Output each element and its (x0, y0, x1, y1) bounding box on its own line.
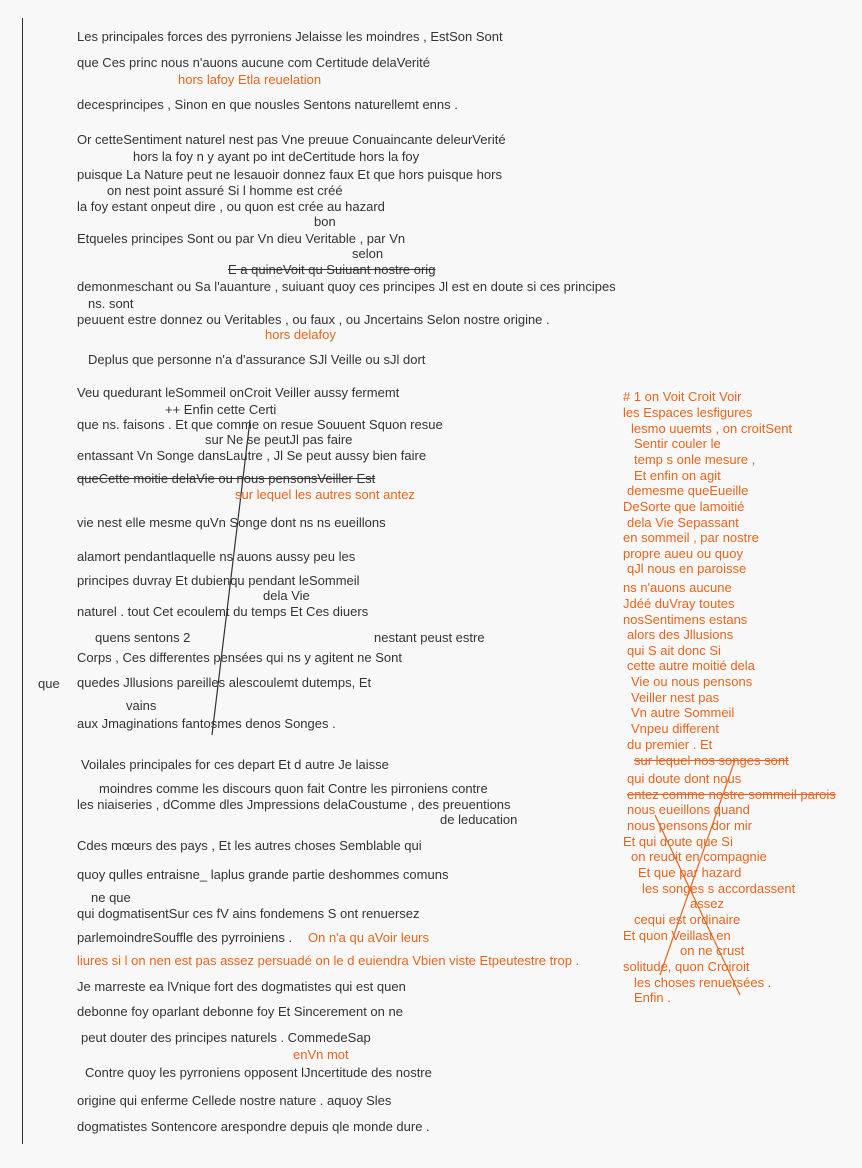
text-line: de leducation (440, 812, 518, 827)
text-line: aux Jmaginations fantosmes denos Songes . (77, 716, 336, 731)
margin-note-line: Et enfin on agit (634, 468, 721, 483)
margin-note-line: Et quon Veillast en (623, 928, 731, 943)
margin-note-line: entez comme nostre sommeil parois (627, 787, 836, 802)
margin-note-line: cequi est ordinaire (634, 912, 741, 927)
text-line: sur Ne se peutJl pas faire (205, 432, 353, 447)
text-line: dogmatistes Sontencore arespondre depuis qle monde dure . (77, 1119, 430, 1134)
text-line: Les principales forces des pyrroniens Jelaisse les moindres , EstSon Sont (77, 29, 503, 44)
margin-note-line: qui doute dont nous (627, 771, 742, 786)
margin-note-line: nous eueillons quand (627, 802, 750, 817)
text-line: Contre quoy les pyrroniens opposent lJncertitude des nostre (85, 1065, 432, 1080)
text-line: parlemoindreSouffle des pyrroiniens . (77, 930, 293, 945)
margin-note-line: on reuoit en compagnie (631, 849, 767, 864)
text-line: origine qui enferme Cellede nostre nature . aquoy Sles (77, 1093, 392, 1108)
text-line: les niaiseries , dComme dles Jmpressions delaCoustume , des preuentions (77, 797, 511, 812)
margin-note-line: on ne crust (680, 943, 745, 958)
text-line: puisque La Nature peut ne lesauoir donnez faux Et que hors puisque hors (77, 167, 502, 182)
text-line: ns. sont (88, 296, 134, 311)
text-line: peuuent estre donnez ou Veritables , ou faux , ou Jncertains Selon nostre origine . (77, 312, 550, 327)
text-line: la foy estant onpeut dire , ou quon est crée au hazard (77, 199, 385, 214)
text-line: entassant Vn Songe dansLautre , Jl Se peut aussy bien faire (77, 448, 427, 463)
revision-line: hors delafoy (265, 327, 336, 342)
text-line: Or cetteSentiment naturel nest pas Vne preuue Conuaincante deleurVerité (77, 132, 506, 147)
margin-note-line: sur lequel nos songes sont (634, 753, 789, 768)
text-line: vie nest elle mesme quVn Songe dont ns ns eueillons (77, 515, 386, 530)
text-line: decesprincipes , Sinon en que nousles Sentons naturellemt enns . (77, 97, 458, 112)
revision-line: sur lequel les autres sont antez (235, 487, 415, 502)
text-line: quens sentons 2 (95, 630, 191, 645)
text-line: Voilales principales for ces depart Et d autre Je laisse (81, 757, 389, 772)
text-line: hors la foy n y ayant po int deCertitude hors la foy (133, 149, 420, 164)
text-line: ++ Enfin cette Certi (165, 402, 277, 417)
revision-line: liures si l on nen est pas assez persuadé on le d euiendra Vbien viste Etpeutestre trop . (77, 953, 580, 968)
text-line: Corps , Ces differentes pensées qui ns y agitent ne Sont (77, 650, 402, 665)
margin-note-line: nous pensons dor mir (627, 818, 753, 833)
text-line: que ns. faisons . Et que comme on resue Souuent Squon resue (77, 417, 443, 432)
margin-note-line: Vnpeu different (631, 721, 719, 736)
margin-note-line: cette autre moitié dela (627, 658, 755, 673)
text-line: quedes Jllusions pareilles alescoulemt dutemps, Et (77, 675, 372, 690)
margin-note-line: temp s onle mesure , (634, 452, 756, 467)
text-line: vains (126, 698, 157, 713)
margin-note-line: Veiller nest pas (631, 690, 720, 705)
margin-note-line: DeSorte que lamoitié (623, 499, 745, 514)
revision-line: hors lafoy Etla reuelation (178, 72, 322, 87)
margin-note-line: qui S ait donc Si (627, 643, 721, 658)
text-line: moindres comme les discours quon fait Contre les pirroniens contre (99, 781, 488, 796)
text-line: on nest point assuré Si l homme est créé (107, 183, 343, 198)
margin-note-line: en sommeil , par nostre (623, 530, 759, 545)
margin-note-line: lesmo uuemts , on croitSent (631, 421, 793, 436)
margin-note-line: les Espaces lesfigures (623, 405, 753, 420)
text-line: naturel . tout Cet ecoulemt du temps Et Ces diuers (77, 604, 369, 619)
margin-note-line: Jdéé duVray toutes (623, 596, 735, 611)
margin-note-line: solitude, quon Croiroit (623, 959, 750, 974)
margin-note-line: demesme queEueille (627, 483, 749, 498)
margin-note-line: les songes s accordassent (642, 881, 796, 896)
text-line: bon (314, 214, 336, 229)
text-line: Veu quedurant leSommeil onCroit Veiller aussy fermemt (77, 385, 400, 400)
margin-note-line: ns n'auons aucune (623, 580, 732, 595)
text-line: quoy qulles entraisne_ laplus grande partie deshommes comuns (77, 867, 449, 882)
struck-line: E a quineVoit qu Suiuant nostre orig (228, 262, 436, 277)
margin-note-line: Enfin . (634, 990, 671, 1005)
revision-line: enVn mot (293, 1047, 349, 1062)
text-line: que Ces princ nous n'auons aucune com Certitude delaVerité (77, 55, 430, 70)
revision-line: On n'a qu aVoir leurs (308, 930, 429, 945)
text-line: que (38, 676, 60, 691)
margin-note-line: assez (690, 896, 724, 911)
text-line: dela Vie (263, 588, 310, 603)
text-line: selon (352, 246, 384, 261)
text-line: Cdes mœurs des pays , Et les autres choses Semblable qui (77, 838, 422, 853)
text-line: principes duvray Et dubienqu pendant leSommeil (77, 573, 360, 588)
text-line: peut douter des principes naturels . CommedeSap (81, 1030, 371, 1045)
margin-note-line: Et qui doute que Si (623, 834, 733, 849)
margin-note-line: propre aueu ou quoy (623, 546, 743, 561)
struck-line: queCette moitie delaVie ou nous pensonsVeiller Est (77, 471, 376, 486)
text-line: Je marreste ea lVnique fort des dogmatistes qui est quen (77, 979, 406, 994)
text-line: qui dogmatisentSur ces fV ains fondemens S ont renuersez (77, 906, 420, 921)
text-line: Deplus que personne n'a d'assurance SJl Veille ou sJl dort (88, 352, 426, 367)
text-line: Etqueles principes Sont ou par Vn dieu Veritable , par Vn (77, 231, 406, 246)
margin-note-line: Vn autre Sommeil (631, 705, 735, 720)
text-line: ne que (91, 890, 131, 905)
margin-note-line: nosSentimens estans (623, 612, 748, 627)
margin-note-line: # 1 on Voit Croit Voir (623, 389, 742, 404)
margin-note-line: dela Vie Sepassant (627, 515, 739, 530)
text-line: demonmeschant ou Sa l'auanture , suiuant quoy ces principes Jl est en doute si ces principes (77, 279, 616, 294)
margin-note-line: Sentir couler le (634, 436, 721, 451)
margin-note-line: les choses renuersées . (634, 975, 772, 990)
margin-note-line: du premier . Et (627, 737, 713, 752)
margin-note-line: qJl nous en paroisse (627, 561, 747, 576)
margin-note-line: Et que par hazard (638, 865, 742, 880)
text-line: nestant peust estre (374, 630, 485, 645)
margin-note-line: alors des Jllusions (627, 627, 734, 642)
text-line: debonne foy oparlant debonne foy Et Sincerement on ne (77, 1004, 403, 1019)
text-line: alamort pendantlaquelle ns auons aussy peu les (77, 549, 356, 564)
margin-note-line: Vie ou nous pensons (631, 674, 753, 689)
